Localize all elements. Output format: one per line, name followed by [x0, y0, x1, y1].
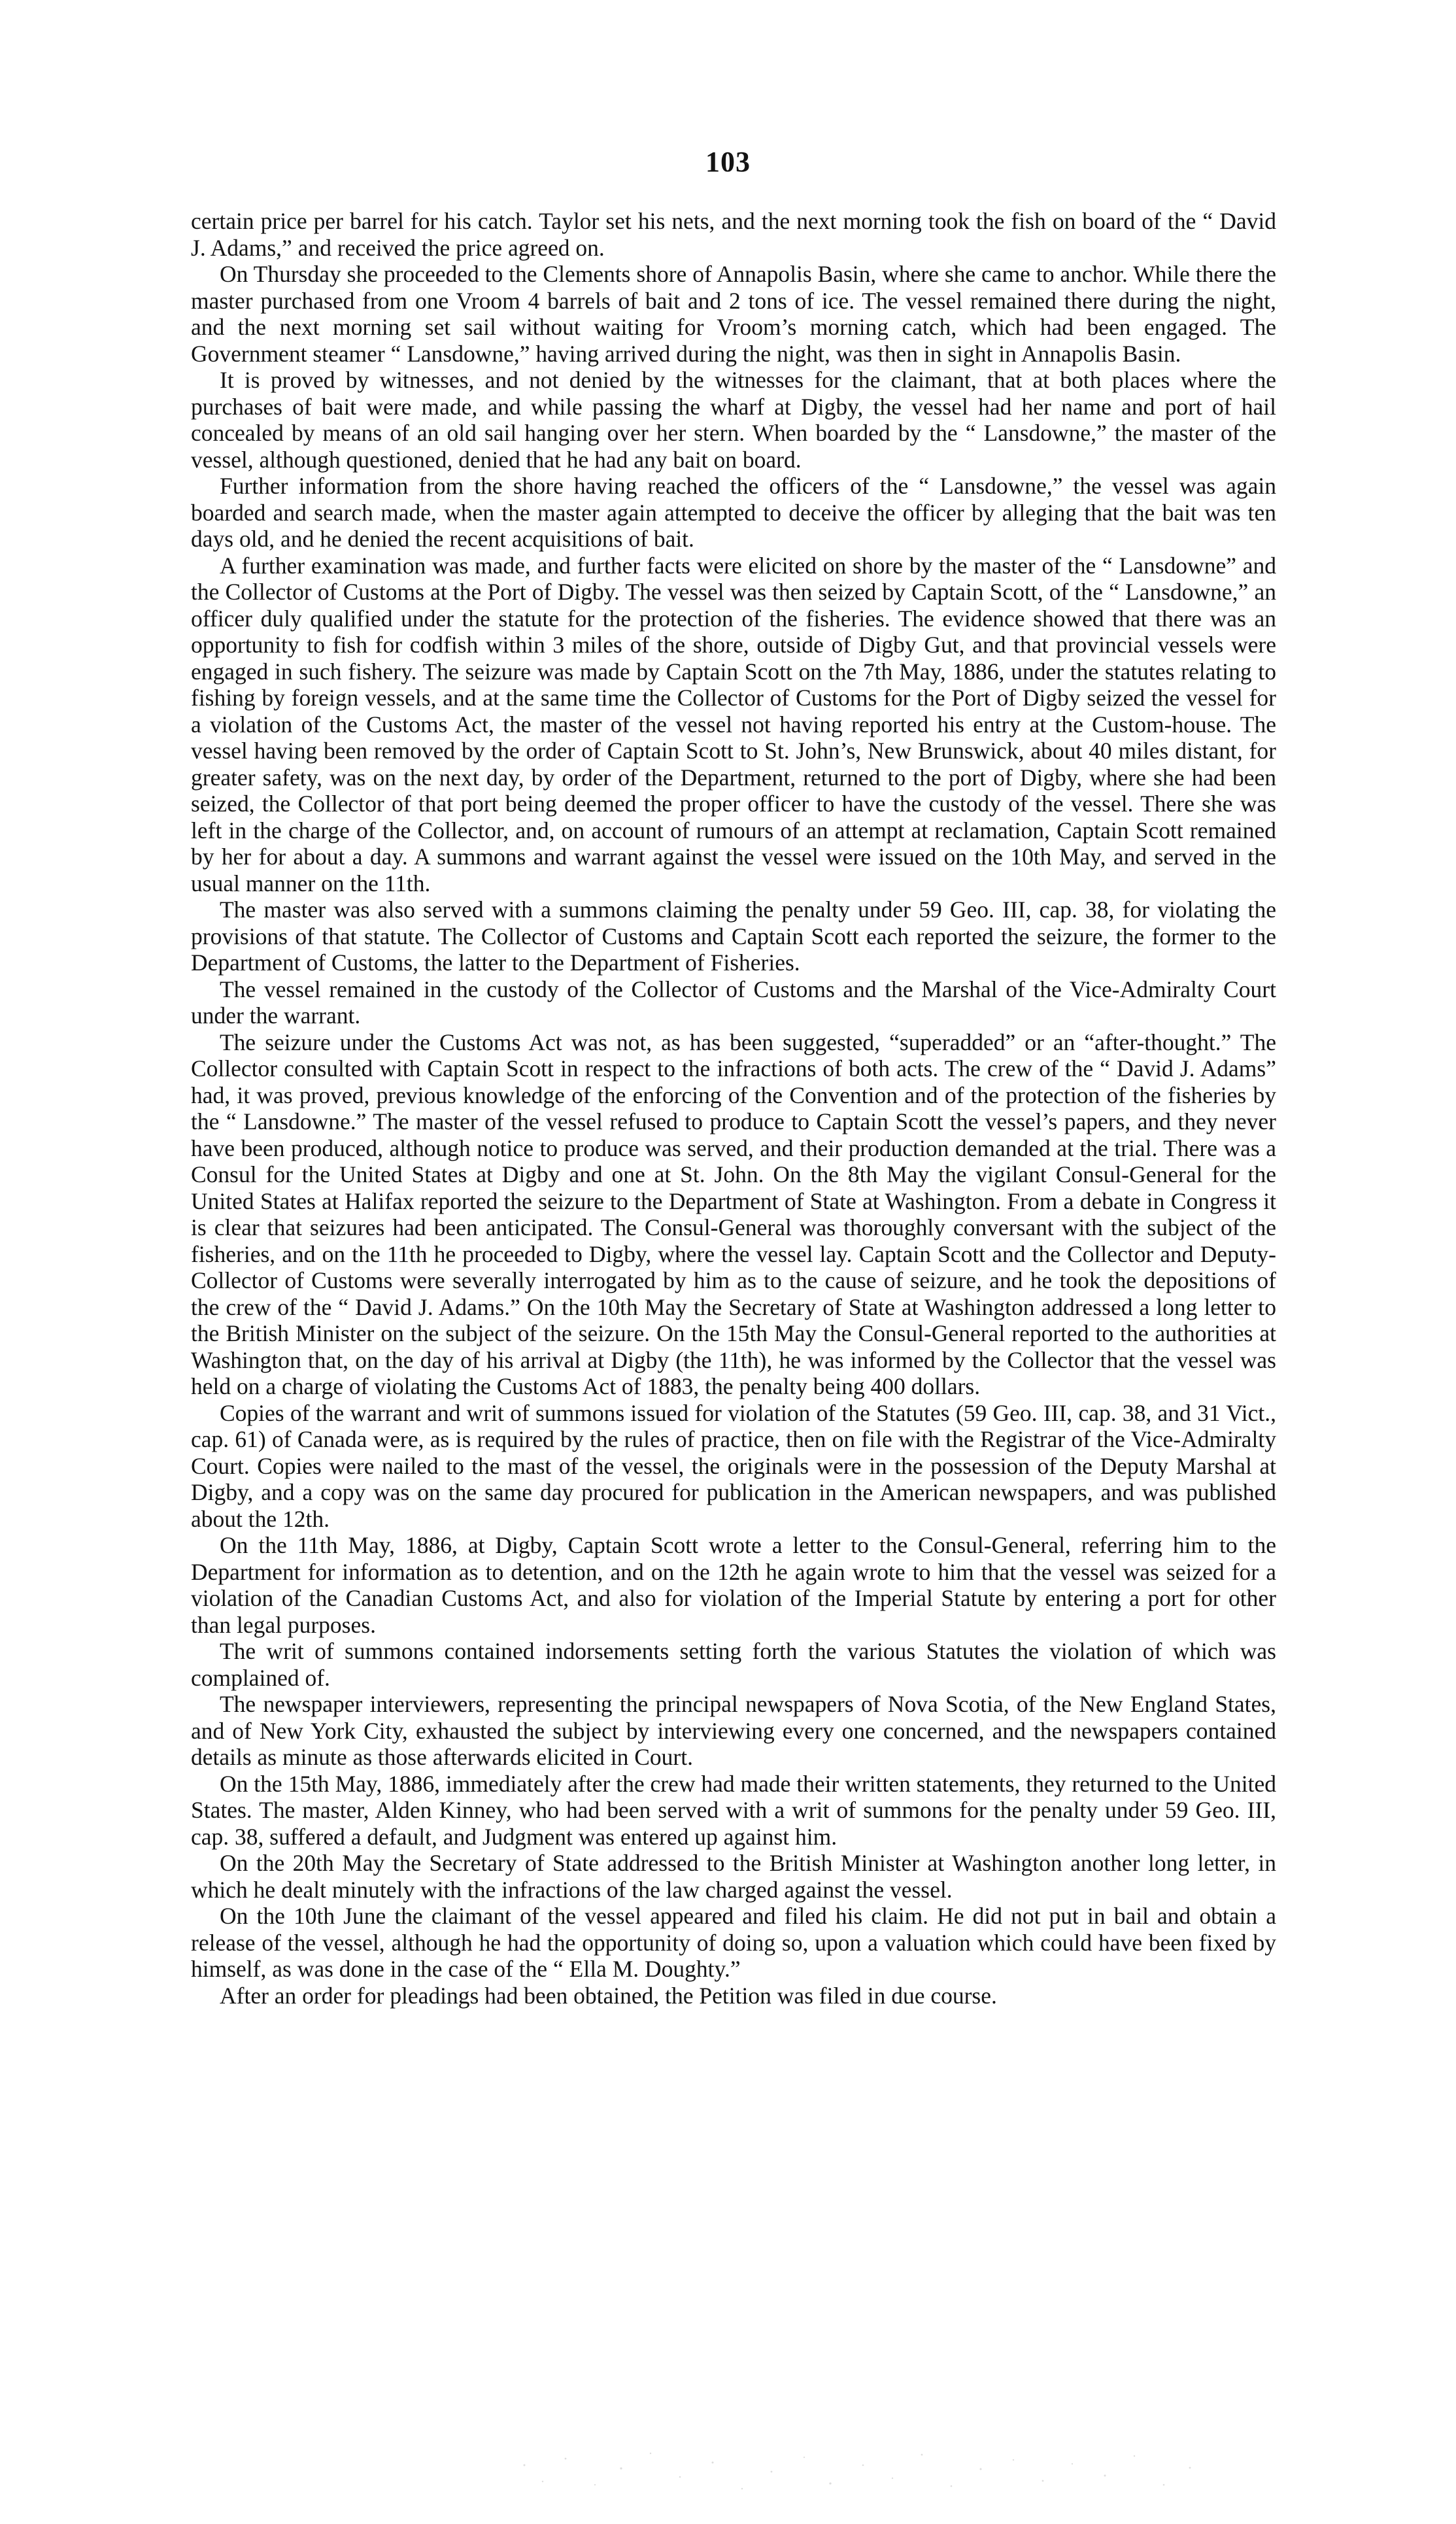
- paragraph-6: The master was also served with a summons claiming the penalty under 59 Geo. III, cap. 38, for violating the provisions of that statute. The Collector of Customs and Captain Scott each reported the seizure, the former to the Department of Customs, the latter to the Department of Fisheries.: [191, 896, 1276, 976]
- paragraph-11: The writ of summons contained indorsements setting forth the various Statutes the violation of which was complained of.: [191, 1638, 1276, 1691]
- scan-speckle: [516, 2446, 1203, 2498]
- page-number: 103: [705, 146, 751, 178]
- paragraph-12: The newspaper interviewers, representing the principal newspapers of Nova Scotia, of the New England States, and of New York City, exhausted the subject by interviewing every one concerned, and the newspapers contained details as minute as those afterwards elicited in Court.: [191, 1691, 1276, 1770]
- paragraph-9: Copies of the warrant and writ of summons issued for violation of the Statutes (59 Geo. III, cap. 38, and 31 Vict., cap. 61) of Canada were, as is required by the rules of practice, then on file with the Registrar of the Vice-Admiralty Court. Copies were nailed to the mast of the vessel, the originals were in the possession of the Deputy Marshal at Digby, and a copy was on the same day procured for publication in the American newspapers, and was published about the 12th.: [191, 1399, 1276, 1532]
- paragraph-15: On the 10th June the claimant of the vessel appeared and filed his claim. He did not put in bail and obtain a release of the vessel, although he had the opportunity of doing so, upon a valuation which could have been fixed by himself, as was done in the case of the “ Ella M. Doughty.”: [191, 1903, 1276, 1982]
- paragraph-16: After an order for pleadings had been obtained, the Petition was filed in due course.: [220, 1982, 997, 2009]
- paragraph-14: On the 20th May the Secretary of State addressed to the British Minister at Washington another long letter, in which he dealt minutely with the infractions of the law charged against the vessel.: [191, 1850, 1276, 1903]
- paragraph-8: The seizure under the Customs Act was not, as has been suggested, “superadded” or an “after-thought.” The Collector consulted with Captain Scott in respect to the infractions of both acts. The crew of the “ David J. Adams” had, it was proved, previous knowledge of the enforcing of the Convention and of the protection of the fisheries by the “ Lansdowne.” The master of the vessel refused to produce to Captain Scott the vessel’s papers, and they never have been produced, although notice to produce was served, and their production demanded at the trial. There was a Consul for the United States at Digby and one at St. John. On the 8th May the vigilant Consul-General for the United States at Halifax reported the seizure to the Department of State at Washington. From a debate in Congress it is clear that seizures had been anticipated. The Consul-General was thoroughly conversant with the subject of the fisheries, and on the 11th he proceeded to Digby, where the vessel lay. Captain Scott and the Collector and Deputy-Collector of Customs were severally interrogated by him as to the cause of seizure, and he took the depositions of the crew of the “ David J. Adams.” On the 10th May the Secretary of State at Washington addressed a long letter to the British Minister on the subject of the seizure. On the 15th May the Consul-General reported to the authorities at Washington that, on the day of his arrival at Digby (the 11th), he was informed by the Collector that the vessel was held on a charge of violating the Customs Act of 1883, the penalty being 400 dollars.: [191, 1029, 1276, 1399]
- paragraph-2: On Thursday she proceeded to the Clements shore of Annapolis Basin, where she came to anchor. While there the master purchased from one Vroom 4 barrels of bait and 2 tons of ice. The vessel remained there during the night, and the next morning set sail without waiting for Vroom’s morning catch, which had been engaged. The Government steamer “ Lansdowne,” having arrived during the night, was then in sight in Annapolis Basin.: [191, 261, 1276, 367]
- paragraph-4: Further information from the shore having reached the officers of the “ Lansdowne,” the vessel was again boarded and search made, when the master again attempted to deceive the officer by alleging that the bait was ten days old, and he denied the recent acquisitions of bait.: [191, 473, 1276, 552]
- paragraph-1: certain price per barrel for his catch. Taylor set his nets, and the next morning took the fish on board of the “ David J. Adams,” and received the price agreed on.: [191, 208, 1276, 261]
- paragraph-7: The vessel remained in the custody of the Collector of Customs and the Marshal of the Vice-Admiralty Court under the warrant.: [191, 976, 1276, 1029]
- body-text: [191, 208, 1276, 2009]
- paragraph-10: On the 11th May, 1886, at Digby, Captain Scott wrote a letter to the Consul-General, referring him to the Department for information as to detention, and on the 12th he again wrote to him that the vessel was seized for a violation of the Canadian Customs Act, and also for violation of the Imperial Statute by entering a port for other than legal purposes.: [191, 1532, 1276, 1638]
- paragraph-5: A further examination was made, and further facts were elicited on shore by the master of the “ Lansdowne” and the Collector of Customs at the Port of Digby. The vessel was then seized by Captain Scott, of the “ Lansdowne,” an officer duly qualified under the statute for the protection of the fisheries. The evidence showed that there was an opportunity to fish for codfish within 3 miles of the shore, outside of Digby Gut, and that provincial vessels were engaged in such fishery. The seizure was made by Captain Scott on the 7th May, 1886, under the statutes relating to fishing by foreign vessels, and at the same time the Collector of Customs for the Port of Digby seized the vessel for a violation of the Customs Act, the master of the vessel not having reported his entry at the Custom-house. The vessel having been removed by the order of Captain Scott to St. John’s, New Brunswick, about 40 miles distant, for greater safety, was on the next day, by order of the Department, returned to the port of Digby, where she had been seized, the Collector of that port being deemed the proper officer to have the custody of the vessel. There she was left in the charge of the Collector, and, on account of rumours of an attempt at reclamation, Captain Scott remained by her for about a day. A summons and warrant against the vessel were issued on the 10th May, and served in the usual manner on the 11th.: [191, 552, 1276, 896]
- paragraph-13: On the 15th May, 1886, immediately after the crew had made their written statements, they returned to the United States. The master, Alden Kinney, who had been served with a writ of summons for the penalty under 59 Geo. III, cap. 38, suffered a default, and Judgment was entered up against him.: [191, 1770, 1276, 1850]
- paragraph-3: It is proved by witnesses, and not denied by the witnesses for the claimant, that at both places where the purchases of bait were made, and while passing the wharf at Digby, the vessel had her name and port of hail concealed by means of an old sail hanging over her stern. When boarded by the “ Lansdowne,” the master of the vessel, although questioned, denied that he had any bait on board.: [191, 367, 1276, 473]
